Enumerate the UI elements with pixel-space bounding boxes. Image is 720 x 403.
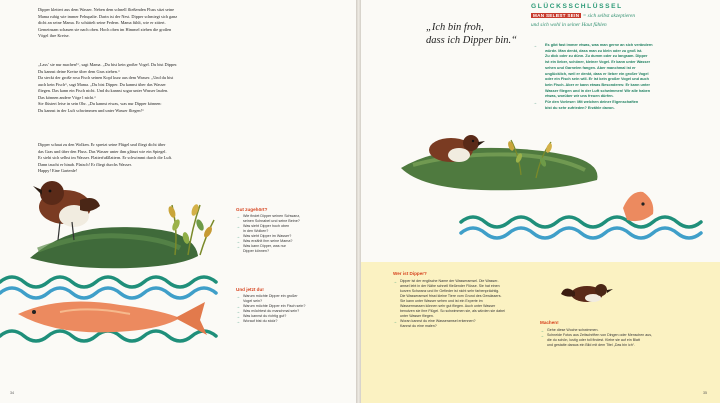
left-illustration <box>0 0 356 403</box>
arrow-icon: → <box>393 319 397 324</box>
wer-list <box>393 279 505 329</box>
right-illustration <box>361 0 720 262</box>
pink-fish-right <box>623 192 653 221</box>
story-line: fliegen. Das kann ein Fisch nicht. Und du kannst sogar unter Wasser laufen. <box>38 88 169 93</box>
story-line: Dipper klettert aus dem Wasser. Neben dem schnell fließenden Fluss sitzt seine <box>38 7 175 12</box>
pink-fish <box>18 302 207 335</box>
machen-line: Schneide Fotos aus Zeitschriften von Dingen oder Menschen aus, <box>547 333 653 337</box>
question-line: Was möchtest du manchmal sein? <box>243 309 300 313</box>
q2-list <box>236 294 305 324</box>
question-line: Wie findet Dipper seinen Schwanz, <box>243 214 301 218</box>
wer-line: Die Wasseramsel frisst kleine Tiere vom Grund des Gewässers. <box>400 294 502 298</box>
story-line: das Gras und über den Fluss. Das Wasser unter ihm glänzt wie ein Spiegel. <box>38 148 167 154</box>
question-line: Warum möchte Dipper ein großer <box>243 294 298 298</box>
wer-line: amsel lebt in der Nähe schnell fließender Flüsse. Sie hat einen <box>400 284 500 288</box>
question-line: Worauf bist du stolz? <box>243 319 278 323</box>
question-line: in den Wolken? <box>243 229 269 233</box>
question-line: Vogel sein? <box>243 299 263 303</box>
list-item <box>236 319 305 324</box>
glueck-subtitle <box>531 13 635 19</box>
glueck-line: ist ein lieber, schöner, kleiner Vogel. Er kann unter Wasser <box>545 60 651 65</box>
machen-list <box>540 328 652 348</box>
glueck-line: Es gibt fast immer etwas, was man gerne an sich verändern <box>545 43 653 47</box>
wer-line: Sie kann unter Wasser sehen und ist ein Experte im <box>400 299 483 303</box>
story-line: Vögel ihre Kreise. <box>38 33 70 38</box>
wer-line: Dipper ist der englische Name der Wasseramsel. Die Wasser- <box>400 279 499 283</box>
glueck-line: oder ein Fisch sein will. Er ist kein großer Vogel und auch <box>545 77 649 82</box>
quote-line: dass ich Dipper bin.“ <box>426 34 518 46</box>
story-line: Gemeinsam schauen sie nach oben. Hoch oben im Himmel ziehen die großen <box>38 26 172 32</box>
story-line: auch kein Fisch“, sagt Mama. „Du bist Dipper. Du kannst über das Wasser <box>38 81 166 87</box>
glueck-line: sehen und Garnelen fangen. Aber manchmal ist er <box>545 65 636 70</box>
machen-line: die du schön, lustig oder toll findest. Klebe sie auf ein Blatt <box>547 338 640 342</box>
arrow-icon: → <box>236 239 240 244</box>
glueck-line: etwas, worüber wir uns freuen dürfen. <box>545 94 614 99</box>
q1-list <box>236 214 300 254</box>
list-item <box>533 100 653 111</box>
story-line: Sie flüstert leise in sein Ohr. „Du kannst etwas, was nur Dipper können: <box>38 101 162 106</box>
story-line: „Lass’ sie nur machen!“, sagt Mama. „Du bist kein großer Vogel. Du bist Dipper. <box>38 62 178 67</box>
subtitle-text: = sich selbst akzeptieren <box>582 13 636 19</box>
question-line: Was kann Dipper, was nur <box>243 244 286 248</box>
wer-line: Kannst du eine malen? <box>400 324 437 328</box>
arrow-icon: → <box>540 333 544 338</box>
story-line: dicht an seine Mama. Er schüttelt seine Federn. Mama fühlt, wie er zittert. <box>38 20 166 25</box>
glueck-line: Wasser fliegen und in der Luft schwimmen! Wir alle haben <box>545 88 651 93</box>
arrow-icon: → <box>236 304 240 309</box>
list-item <box>236 244 300 254</box>
arrow-icon: → <box>236 214 240 219</box>
glueck-line: bist du sehr zufrieden? Erzähle davon. <box>545 105 615 110</box>
story-line: Das können andere Vöge l nicht.“ <box>38 94 97 100</box>
wer-line: Woran kannst du eine Wasseramsel erkennen? <box>400 319 476 323</box>
wer-heading: Wer ist Dipper? <box>393 271 427 276</box>
arrow-icon: → <box>236 224 240 229</box>
story-line: Du kannst in der Luft schwimmen und unter Wasser fliegen!“ <box>38 107 144 113</box>
glueck-line: unglücklich, weil er denkt, dass er lieber ein großer Vogel <box>545 71 649 76</box>
list-item <box>393 279 505 319</box>
question-line: Dipper können? <box>243 249 270 253</box>
story-line: Da steckt der große rosa Fisch seinen Kopf kurz aus dem Wasser. „Und du bist <box>38 75 174 80</box>
arrow-icon: → <box>236 294 240 299</box>
wer-line: kurzen Schwanz und ihr Gefieder ist nicht sehr farbenprächtig. <box>400 289 500 293</box>
q2-heading: Und jetzt du! <box>236 287 264 292</box>
machen-line: und gestalte daraus ein Bild mit dem Titel „Das bin ich“. <box>547 343 635 347</box>
rock <box>30 227 198 268</box>
arrow-icon: → <box>236 244 240 249</box>
story-line: Happy! Eine Gartenle! <box>38 168 78 173</box>
arrow-icon: → <box>236 234 240 239</box>
glueck-subtitle-2 <box>531 22 607 28</box>
machen-line: Gehe diese Woche schwimmen. <box>547 328 599 332</box>
arrow-icon: → <box>236 314 240 319</box>
tag-label: MAN SELBST SEIN <box>533 13 580 18</box>
arrow-icon: → <box>540 328 544 333</box>
wer-line: unter Wasser fliegen. <box>400 314 434 318</box>
list-item <box>236 294 305 304</box>
question-line: Was erzählt ihm seine Mama? <box>243 239 293 243</box>
story-line: Dipper schaut zu den Wolken. Er spreizt seine Flügel und fliegt dicht über <box>38 142 166 147</box>
q1-heading: Gut zugehört? <box>236 207 268 212</box>
story-line: Dann taucht er hinab. Platsch! Er fliegt durchs Wasser. <box>38 161 132 167</box>
question-line: Warum möchte Dipper ein Fisch sein? <box>243 304 306 308</box>
list-item <box>393 319 505 329</box>
glueck-title: GLÜCKSSCHLÜSSEL <box>531 3 623 10</box>
wer-line: Wassermassen können sehr gut fliegen. Auch unter Wasser <box>400 304 496 308</box>
arrow-icon: → <box>393 279 397 284</box>
machen-heading: Machen! <box>540 320 559 325</box>
story-line: Mama ruhig wie immer Fehupalte. Darin ist der Nest. Dipper schmiegt sich ganz <box>38 13 178 19</box>
left-page <box>0 0 356 403</box>
glueck-line: Zu dick oder zu dünn. Zu dumm oder zu langsam. Dipper <box>545 54 648 59</box>
quote-line: „Ich bin froh, <box>426 22 484 33</box>
list-item <box>540 333 652 348</box>
arrow-icon: → <box>533 100 537 106</box>
page-number-left: 34 <box>10 391 14 395</box>
question-line: seinen Schnabel und seine Beine? <box>243 219 300 223</box>
question-line: Was sieht Dipper im Wasser? <box>243 234 292 238</box>
list-item <box>533 43 653 100</box>
story-line: Er sieht sich selbst im Wasser. Flatterfußflattern. Er schwimmt durch die Luft. <box>38 155 173 160</box>
subtitle2-text: und sich wohl in seiner Haut fühlen <box>531 22 607 28</box>
glueck-line: würde. Man denkt, dass man zu klein oder zu groß ist. <box>545 48 643 53</box>
wer-line: benutzen sie ihre Flügel. So schwimmen sie, als würden sie dabei <box>400 309 505 313</box>
question-line: Was sieht Dipper hoch oben <box>243 224 290 228</box>
glueck-line: Für den Vorleser: Mit welchen deiner Eigenschaften <box>545 100 639 105</box>
question-line: Was kannst du richtig gut? <box>243 314 287 318</box>
glueck-list <box>533 43 653 111</box>
story-line: Du kannst deine Kreise über dem Gras ziehen.“ <box>38 68 120 74</box>
list-item <box>236 214 300 224</box>
page-number-right: 35 <box>703 391 707 395</box>
swimming-bird-illustration <box>557 274 627 314</box>
arrow-icon: → <box>236 319 240 324</box>
water-waves-right <box>461 217 701 238</box>
glueck-line: kein Fisch. Aber er kann etwas Besonderes: Er kann unter <box>545 82 650 87</box>
arrow-icon: → <box>236 309 240 314</box>
list-item <box>236 224 300 234</box>
arrow-icon: → <box>533 43 537 48</box>
